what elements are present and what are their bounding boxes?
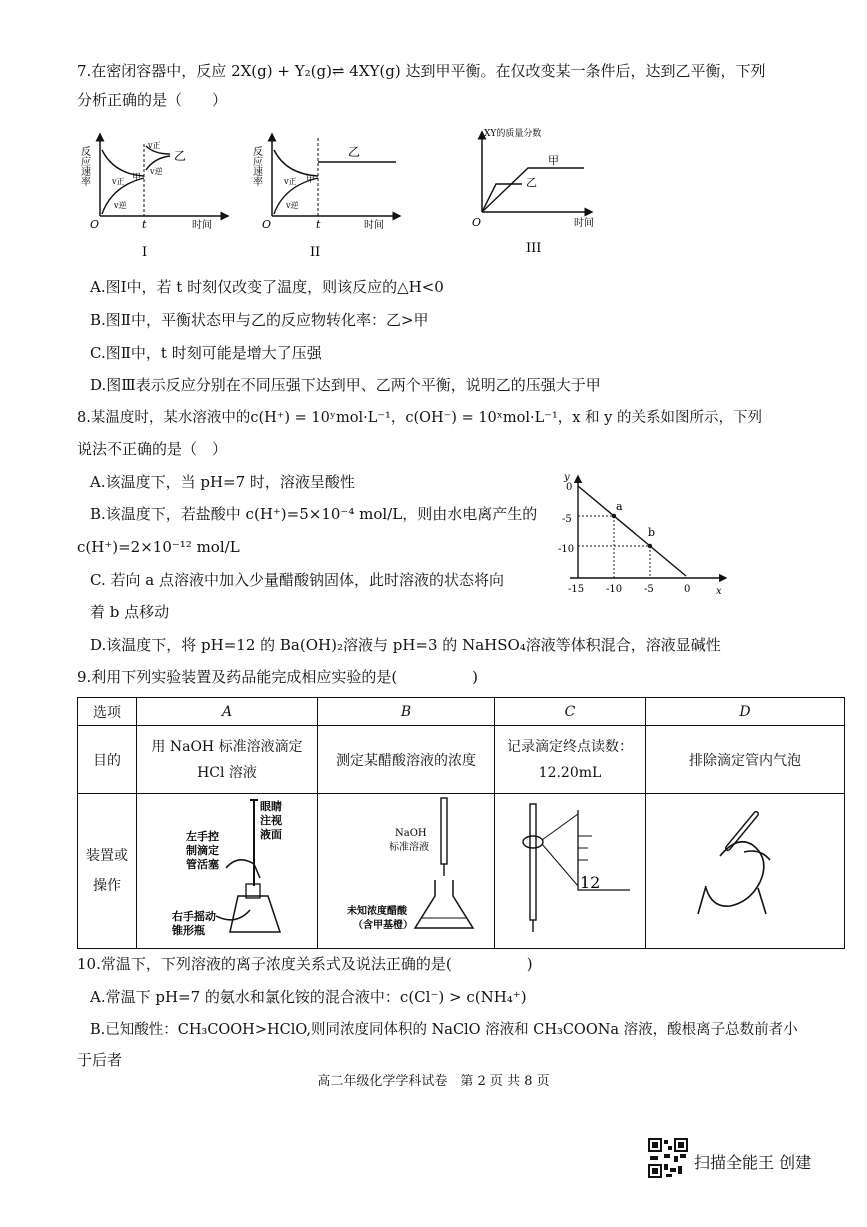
a-label-bottom2: 锥形瓶	[172, 924, 205, 937]
figure-iii	[470, 124, 600, 260]
fig2-origin: O	[262, 218, 272, 231]
fig3-series2: 乙	[526, 176, 537, 189]
q7-stem-line1: 7.在密闭容器中，反应 2X(g) + Y₂(g)⇌ 4XY(g) 达到甲平衡。在仅改变某一条件后，达到乙平衡，下列	[77, 62, 766, 80]
q9-stem: 9.利用下列实验装置及药品能完成相应实验的是( )	[77, 668, 479, 686]
q8-ytick-10: -10	[558, 544, 575, 555]
a-label-left3: 管活塞	[186, 858, 219, 871]
q7-option-c: C.图Ⅱ中，t 时刻可能是增大了压强	[90, 344, 322, 362]
bubble-removal-d	[670, 796, 820, 942]
b-label-acid: 未知浓度醋酸	[347, 906, 407, 917]
q8-graph	[556, 470, 736, 600]
fig3-ylabel: XY的质量分数	[484, 129, 542, 139]
q9-device-d	[646, 794, 845, 949]
q9-device-label: 装置或操作	[78, 794, 137, 949]
q8-ytick-5: -5	[562, 514, 572, 525]
page-footer: 高二年级化学学科试卷 第 2 页 共 8 页	[317, 1074, 550, 1089]
fig2-xlabel: 时间	[364, 220, 384, 231]
q7-stem-line2: 分析正确的是（ ）	[77, 91, 228, 109]
fig2-ylabel: 反应速率	[250, 146, 262, 186]
q8-option-c1: C. 若向 a 点溶液中加入少量醋酸钠固体，此时溶液的状态将向	[90, 571, 504, 589]
q9-table	[77, 697, 845, 949]
scanner-watermark: 扫描全能王 创建	[694, 1153, 812, 1172]
titration-illustration-a	[142, 796, 312, 942]
q9-purpose-label: 目的	[78, 726, 137, 794]
a-label-left2: 制滴定	[186, 844, 219, 857]
q10-option-a: A.常温下 pH=7 的氨水和氯化铵的混合液中：c(Cl⁻) > c(NH₄⁺)	[90, 988, 527, 1006]
a-label-right1: 眼睛	[260, 800, 282, 813]
fig1-vfwd: v正	[112, 177, 125, 186]
fig3-origin: O	[472, 216, 482, 229]
fig1-vrev: v逆	[114, 201, 127, 210]
fig1-ylabel: 反应速率	[78, 146, 90, 186]
q8-ylabel: y	[564, 472, 570, 483]
fig2-eq2: 乙	[348, 145, 361, 159]
c-scale-12: 12	[580, 873, 601, 892]
q9-head-a: A	[137, 698, 318, 726]
q9-head-b: B	[318, 698, 495, 726]
a-label-left1: 左手控	[186, 830, 219, 843]
figure-i	[78, 128, 238, 260]
fig2-eq1: 甲	[306, 175, 316, 185]
q8-xtick-5: -5	[644, 584, 654, 595]
q10-option-b1: B.已知酸性：CH₃COOH>HClO,则同浓度同体积的 NaClO 溶液和 CH₃COONa 溶液，酸根离子总数前者小	[90, 1022, 798, 1038]
fig1-caption: I	[142, 245, 148, 260]
b-label-naoh: NaOH	[395, 828, 427, 839]
fig1-origin: O	[90, 218, 100, 231]
q8-xlabel: x	[716, 586, 722, 597]
q8-point-a: a	[616, 500, 623, 513]
fig3-series1: 甲	[548, 154, 559, 167]
b-label-standard: 标准溶液	[389, 842, 429, 853]
q8-stem-line2: 说法不正确的是（ ）	[77, 440, 228, 458]
q9-device-b	[318, 794, 495, 949]
fig2-tick: t	[316, 218, 321, 231]
q9-purpose-a: 用 NaOH 标准溶液滴定 HCl 溶液	[137, 726, 318, 794]
q7-option-b: B.图Ⅱ中，平衡状态甲与乙的反应物转化率：乙>甲	[90, 311, 429, 329]
fig1-eq1: 甲	[132, 173, 142, 183]
q9-device-c	[495, 794, 646, 949]
q9-head-option: 选项	[78, 698, 137, 726]
fig3-xlabel: 时间	[574, 218, 594, 229]
q8-option-a: A.该温度下，当 pH=7 时，溶液呈酸性	[90, 473, 355, 491]
q8-point-b: b	[648, 526, 656, 539]
fig1-tick: t	[142, 218, 147, 231]
q8-xtick-10: -10	[606, 584, 623, 595]
q8-option-d: D.该温度下，将 pH=12 的 Ba(OH)₂溶液与 pH=3 的 NaHSO₄溶液等体积混合，溶液显碱性	[90, 636, 721, 654]
q9-purpose-c: 记录滴定终点读数：12.20mL	[495, 726, 646, 794]
q9-purpose-d: 排除滴定管内气泡	[646, 726, 845, 794]
fig1-xlabel: 时间	[192, 220, 212, 231]
fig2-caption: II	[310, 245, 321, 260]
burette-reading-c	[500, 796, 640, 942]
q7-option-d: D.图Ⅲ表示反应分别在不同压强下达到甲、乙两个平衡，说明乙的压强大于甲	[90, 376, 601, 394]
fig1-vfwd2: v正	[148, 141, 161, 150]
fig1-vrev2: v逆	[150, 167, 163, 176]
q8-xtick-0: 0	[684, 584, 691, 595]
fig2-vrev: v逆	[286, 201, 299, 210]
q8-stem-line1: 8.某温度时，某水溶液中的c(H⁺) = 10ʸmol·L⁻¹，c(OH⁻) = 10ˣmol·L⁻¹，x 和 y 的关系如图所示，下列	[77, 410, 762, 426]
q9-purpose-b: 测定某醋酸溶液的浓度	[318, 726, 495, 794]
a-label-right2: 注视	[260, 814, 282, 827]
titration-illustration-b	[323, 796, 489, 942]
q10-stem: 10.常温下，下列溶液的离子浓度关系式及说法正确的是( )	[77, 955, 533, 973]
fig1-eq2: 乙	[174, 149, 187, 163]
figure-ii	[250, 128, 410, 260]
q9-head-d: D	[646, 698, 845, 726]
fig3-caption: III	[526, 241, 542, 256]
q8-xtick-15: -15	[568, 584, 585, 595]
a-label-bottom1: 右手摇动	[172, 910, 216, 923]
b-label-indicator: （含甲基橙）	[353, 920, 413, 931]
q8-option-b2: c(H⁺)=2×10⁻¹² mol/L	[77, 538, 240, 556]
q9-head-c: C	[495, 698, 646, 726]
q10-option-b2: 于后者	[77, 1051, 123, 1069]
q8-option-b1: B.该温度下，若盐酸中 c(H⁺)=5×10⁻⁴ mol/L，则由水电离产生的	[90, 505, 538, 523]
q7-option-a: A.图Ⅰ中，若 t 时刻仅改变了温度，则该反应的△H<0	[90, 278, 444, 296]
fig2-vfwd: v正	[284, 177, 297, 186]
qr-code-icon	[648, 1138, 688, 1178]
q9-device-a	[137, 794, 318, 949]
q8-option-c2: 着 b 点移动	[90, 603, 170, 621]
a-label-right3: 液面	[260, 828, 282, 841]
q8-ytick-0: 0	[566, 482, 573, 493]
